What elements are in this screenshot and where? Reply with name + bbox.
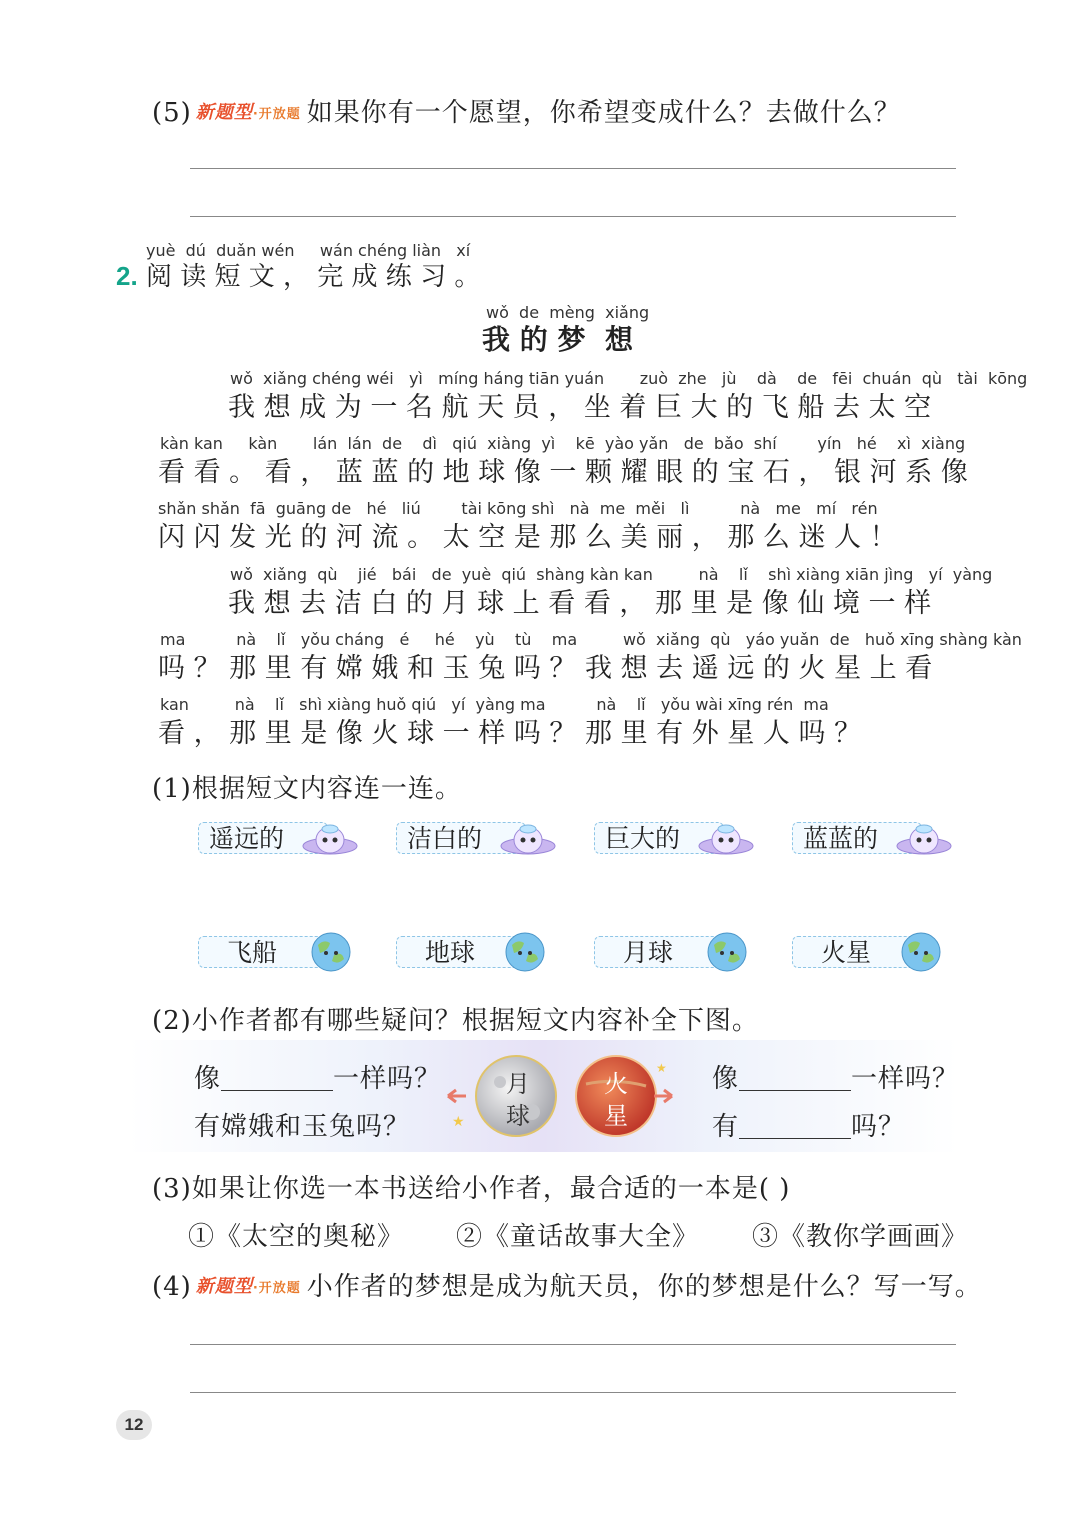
part-4-text: 小作者的梦想是成为航天员，你的梦想是什么？写一写。: [306, 1272, 982, 1302]
q2-pinyin: yuè dú duǎn wén wán chéng liàn xí: [146, 241, 471, 260]
answer-line[interactable]: [190, 1344, 956, 1345]
match-noun-2[interactable]: 地球: [396, 936, 526, 968]
part-3-label: (3)如果让你选一本书送给小作者，最合适的一本是( ): [152, 1174, 791, 1204]
option-2[interactable]: ②《童话故事大全》: [456, 1222, 700, 1252]
moon-and-mars-illustration: [440, 1052, 680, 1142]
story-pinyin-6: kan nà lǐ shì xiàng huǒ qiú yí yàng ma nà lǐ yǒu wài xīng rén ma: [160, 695, 829, 714]
answer-line[interactable]: [190, 1392, 956, 1393]
moon-label-1: 月: [506, 1070, 530, 1098]
right-q1-prefix: 像: [712, 1064, 740, 1094]
right-question-2: [712, 1106, 905, 1143]
answer-line[interactable]: [190, 168, 956, 169]
part-2-label: (2)小作者都有哪些疑问？根据短文内容补全下图。: [152, 1006, 759, 1036]
question-2-text: 阅 读 短 文 ， 完 成 练 习 。: [145, 262, 481, 292]
story-line-2: 看 看 。 看 ， 蓝 蓝 的 地 球 像 一 颗 耀 眼 的 宝 石 ， 银 河 系 像: [158, 457, 968, 488]
option-1[interactable]: ①《太空的奥秘》: [188, 1222, 405, 1252]
earth-mascot-icon: [706, 931, 748, 973]
spaceship-mascot-icon: [894, 820, 954, 860]
story-title: 我 的 梦 想: [482, 323, 633, 356]
left-q1-suffix: 一样吗？: [333, 1064, 442, 1094]
answer-line[interactable]: [190, 216, 956, 217]
right-q1-suffix: 一样吗？: [851, 1064, 960, 1094]
spaceship-mascot-icon: [300, 820, 360, 860]
story-title-pinyin: wǒ de mèng xiǎng: [486, 303, 650, 322]
story-pinyin-5: ma nà lǐ yǒu cháng é hé yù tù ma wǒ xiǎng qù yáo yuǎn de huǒ xīng shàng kàn: [160, 630, 1022, 649]
fill-blank-moon[interactable]: [221, 1068, 333, 1091]
part-4-number: (4): [152, 1272, 192, 1302]
question-text: 如果你有一个愿望，你希望变成什么？去做什么？: [306, 98, 901, 128]
question-number: (5): [152, 98, 192, 128]
moon-label-2: 球: [506, 1102, 530, 1130]
story-line-4: 我 想 去 洁 白 的 月 球 上 看 看 ， 那 里 是 像 仙 境 一 样: [228, 588, 932, 619]
right-q2-suffix: 吗？: [851, 1112, 906, 1142]
mars-label-1: 火: [604, 1070, 628, 1098]
question-2-number: 2.: [116, 261, 138, 291]
match-noun-3[interactable]: 月球: [594, 936, 724, 968]
option-3[interactable]: ③《教你学画画》: [752, 1222, 969, 1252]
question-5: [152, 92, 901, 129]
svg-text:★: ★: [656, 1061, 667, 1075]
spaceship-mascot-icon: [498, 820, 558, 860]
earth-mascot-icon: [900, 931, 942, 973]
match-noun-1[interactable]: 飞船: [198, 936, 328, 968]
story-pinyin-2: kàn kan kàn lán lán de dì qiú xiàng yì kē yào yǎn de bǎo shí yín hé xì xiàng: [160, 434, 966, 453]
earth-mascot-icon: [310, 931, 352, 973]
part-1-label: (1)根据短文内容连一连。: [152, 774, 462, 804]
spaceship-mascot-icon: [696, 820, 756, 860]
match-noun-4[interactable]: 火星: [792, 936, 922, 968]
fill-blank-mars-1[interactable]: [739, 1068, 851, 1091]
new-question-type-badge: 新题型·开放题: [195, 1276, 301, 1297]
match-adjective-4[interactable]: 蓝蓝的: [792, 822, 922, 854]
story-pinyin-1: wǒ xiǎng chéng wéi yì míng háng tiān yuán zuò zhe jù dà de fēi chuán qù tài kōng: [230, 369, 1028, 388]
story-pinyin-3: shǎn shǎn fā guāng de hé liú tài kōng shì nà me měi lì nà me mí rén: [158, 499, 878, 518]
left-question-2: 有嫦娥和玉兔吗？: [194, 1112, 411, 1142]
svg-text:★: ★: [452, 1114, 465, 1130]
match-adjective-2[interactable]: 洁白的: [396, 822, 526, 854]
new-question-type-badge: 新题型·开放题: [195, 102, 301, 123]
story-line-3: 闪 闪 发 光 的 河 流 。 太 空 是 那 么 美 丽 ， 那 么 迷 人 ！: [158, 522, 897, 553]
right-question-1: [712, 1058, 959, 1095]
story-line-6: 看 ， 那 里 是 像 火 球 一 样 吗 ？ 那 里 有 外 星 人 吗 ？: [158, 718, 862, 749]
match-adjective-3[interactable]: 巨大的: [594, 822, 724, 854]
mars-label-2: 星: [604, 1102, 628, 1130]
earth-mascot-icon: [504, 931, 546, 973]
match-adjective-1[interactable]: 遥远的: [198, 822, 328, 854]
fill-blank-mars-2[interactable]: [739, 1116, 851, 1139]
left-q1-prefix: 像: [194, 1064, 222, 1094]
story-pinyin-4: wǒ xiǎng qù jié bái de yuè qiú shàng kàn kan nà lǐ shì xiàng xiān jìng yí yàng: [230, 565, 993, 584]
part-4: [152, 1266, 982, 1303]
story-line-5: 吗 ？ 那 里 有 嫦 娥 和 玉 兔 吗 ？ 我 想 去 遥 远 的 火 星 上 看: [158, 653, 933, 684]
story-line-1: 我 想 成 为 一 名 航 天 员 ， 坐 着 巨 大 的 飞 船 去 太 空: [228, 392, 932, 423]
question-2-heading: [116, 256, 480, 293]
right-q2-prefix: 有: [712, 1112, 740, 1142]
left-question-1: [194, 1058, 441, 1095]
page-number: 12: [116, 1410, 152, 1440]
